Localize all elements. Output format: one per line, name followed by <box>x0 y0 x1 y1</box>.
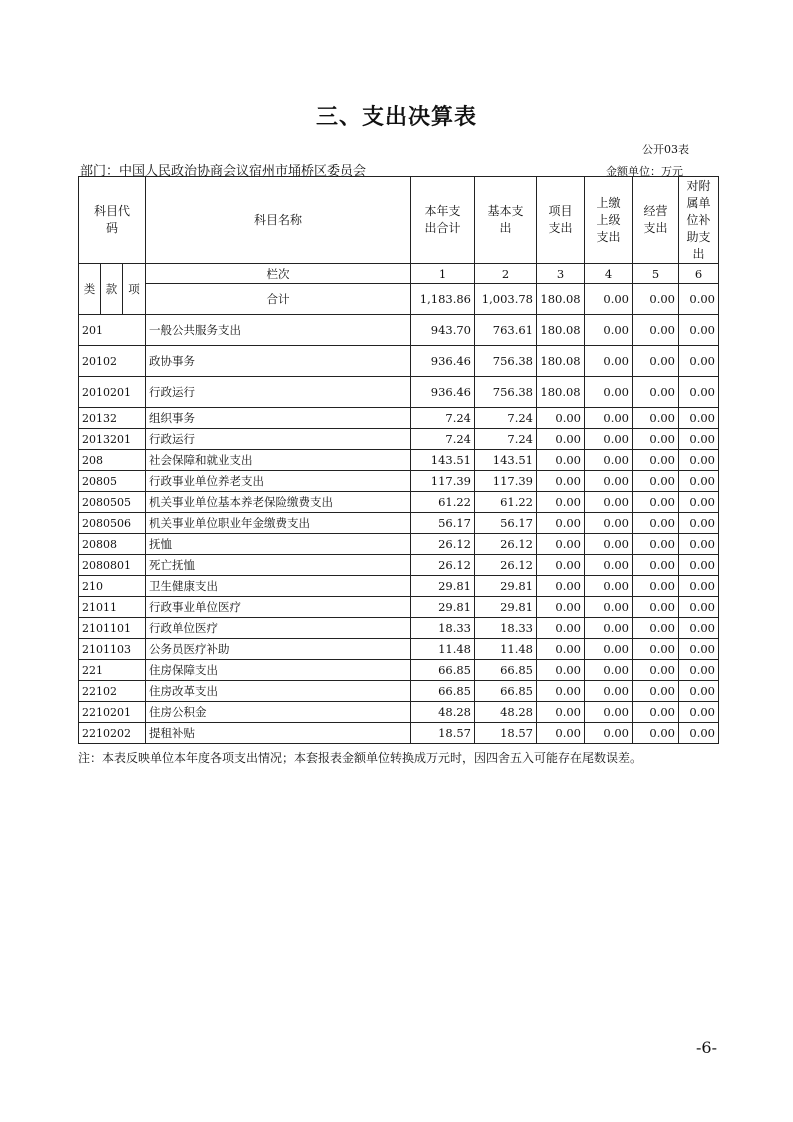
table-row <box>79 408 719 429</box>
row-name: 行政单位医疗 <box>146 618 411 639</box>
column-number-row <box>79 264 719 284</box>
row-code: 20132 <box>79 408 146 429</box>
header-col3: 项目支出 <box>537 177 585 264</box>
row-col6: 0.00 <box>679 681 719 702</box>
row-code: 2101103 <box>79 639 146 660</box>
header-kuan: 款 <box>101 264 123 315</box>
row-col4: 0.00 <box>585 576 633 597</box>
row-col5: 0.00 <box>633 492 679 513</box>
row-col4: 0.00 <box>585 471 633 492</box>
row-col2: 143.51 <box>475 450 537 471</box>
expenditure-table <box>78 176 719 744</box>
table-row <box>79 429 719 450</box>
row-col1: 26.12 <box>411 534 475 555</box>
col-number-6: 6 <box>679 264 719 284</box>
row-col1: 117.39 <box>411 471 475 492</box>
row-col2: 763.61 <box>475 315 537 346</box>
total-row <box>79 284 719 315</box>
row-col3: 0.00 <box>537 534 585 555</box>
row-col4: 0.00 <box>585 597 633 618</box>
col-number-1: 1 <box>411 264 475 284</box>
row-col4: 0.00 <box>585 702 633 723</box>
table-row <box>79 681 719 702</box>
row-code: 20808 <box>79 534 146 555</box>
row-name: 政协事务 <box>146 346 411 377</box>
row-col3: 0.00 <box>537 471 585 492</box>
table-row <box>79 723 719 744</box>
row-name: 抚恤 <box>146 534 411 555</box>
row-col6: 0.00 <box>679 513 719 534</box>
row-col1: 26.12 <box>411 555 475 576</box>
row-col6: 0.00 <box>679 429 719 450</box>
row-col5: 0.00 <box>633 450 679 471</box>
row-col4: 0.00 <box>585 377 633 408</box>
row-col3: 180.08 <box>537 346 585 377</box>
row-col1: 56.17 <box>411 513 475 534</box>
table-row <box>79 618 719 639</box>
row-code: 2101101 <box>79 618 146 639</box>
table-row <box>79 315 719 346</box>
row-col4: 0.00 <box>585 429 633 450</box>
row-name: 行政运行 <box>146 377 411 408</box>
row-col1: 66.85 <box>411 660 475 681</box>
row-col5: 0.00 <box>633 315 679 346</box>
row-col1: 18.33 <box>411 618 475 639</box>
header-col5: 经营支出 <box>633 177 679 264</box>
row-col5: 0.00 <box>633 576 679 597</box>
row-name: 机关事业单位职业年金缴费支出 <box>146 513 411 534</box>
row-code: 2210201 <box>79 702 146 723</box>
row-name: 住房改革支出 <box>146 681 411 702</box>
header-name: 科目名称 <box>146 177 411 264</box>
row-name: 组织事务 <box>146 408 411 429</box>
row-col2: 66.85 <box>475 660 537 681</box>
row-col5: 0.00 <box>633 555 679 576</box>
table-row <box>79 555 719 576</box>
row-code: 221 <box>79 660 146 681</box>
row-col6: 0.00 <box>679 492 719 513</box>
row-col3: 0.00 <box>537 639 585 660</box>
header-code: 科目代码 <box>79 177 146 264</box>
table-row <box>79 660 719 681</box>
col-number-5: 5 <box>633 264 679 284</box>
row-name: 机关事业单位基本养老保险缴费支出 <box>146 492 411 513</box>
row-col5: 0.00 <box>633 471 679 492</box>
row-col6: 0.00 <box>679 639 719 660</box>
row-col4: 0.00 <box>585 681 633 702</box>
row-col4: 0.00 <box>585 492 633 513</box>
header-row <box>79 177 719 264</box>
row-col2: 7.24 <box>475 429 537 450</box>
row-col5: 0.00 <box>633 513 679 534</box>
row-col1: 7.24 <box>411 429 475 450</box>
col-number-3: 3 <box>537 264 585 284</box>
row-col6: 0.00 <box>679 346 719 377</box>
row-col6: 0.00 <box>679 408 719 429</box>
row-col2: 18.33 <box>475 618 537 639</box>
row-col6: 0.00 <box>679 702 719 723</box>
form-number: 公开03表 <box>642 143 689 156</box>
row-col1: 11.48 <box>411 639 475 660</box>
total-col4: 0.00 <box>585 284 633 315</box>
row-code: 210 <box>79 576 146 597</box>
row-col1: 936.46 <box>411 377 475 408</box>
row-col3: 0.00 <box>537 429 585 450</box>
row-col2: 61.22 <box>475 492 537 513</box>
row-col3: 0.00 <box>537 555 585 576</box>
row-col4: 0.00 <box>585 555 633 576</box>
row-col2: 29.81 <box>475 597 537 618</box>
row-col3: 0.00 <box>537 723 585 744</box>
table-row <box>79 471 719 492</box>
total-col1: 1,183.86 <box>411 284 475 315</box>
total-col5: 0.00 <box>633 284 679 315</box>
table-row <box>79 534 719 555</box>
row-col3: 0.00 <box>537 408 585 429</box>
row-col5: 0.00 <box>633 639 679 660</box>
row-col3: 0.00 <box>537 576 585 597</box>
row-col5: 0.00 <box>633 597 679 618</box>
row-name: 社会保障和就业支出 <box>146 450 411 471</box>
row-code: 201 <box>79 315 146 346</box>
row-code: 20102 <box>79 346 146 377</box>
amount-unit-label: 金额单位：万元 <box>606 165 683 178</box>
row-col2: 11.48 <box>475 639 537 660</box>
row-col2: 756.38 <box>475 346 537 377</box>
row-col1: 29.81 <box>411 576 475 597</box>
row-code: 2080801 <box>79 555 146 576</box>
total-col3: 180.08 <box>537 284 585 315</box>
row-col4: 0.00 <box>585 723 633 744</box>
row-name: 卫生健康支出 <box>146 576 411 597</box>
row-col4: 0.00 <box>585 315 633 346</box>
col-number-2: 2 <box>475 264 537 284</box>
row-code: 208 <box>79 450 146 471</box>
table-note: 注：本表反映单位本年度各项支出情况；本套报表金额单位转换成万元时，因四舍五入可能存在尾数误差。 <box>78 751 643 765</box>
row-col1: 61.22 <box>411 492 475 513</box>
header-lanci: 栏次 <box>146 264 411 284</box>
header-col2: 基本支出 <box>475 177 537 264</box>
row-name: 行政事业单位养老支出 <box>146 471 411 492</box>
department-label: 部门：中国人民政治协商会议宿州市埇桥区委员会 <box>80 164 367 179</box>
row-col3: 0.00 <box>537 513 585 534</box>
table-row <box>79 597 719 618</box>
row-col4: 0.00 <box>585 618 633 639</box>
row-col2: 117.39 <box>475 471 537 492</box>
row-col4: 0.00 <box>585 513 633 534</box>
header-col4: 上缴上级支出 <box>585 177 633 264</box>
row-col1: 18.57 <box>411 723 475 744</box>
row-col6: 0.00 <box>679 597 719 618</box>
header-xiang: 项 <box>123 264 146 315</box>
header-col6: 对附属单位补助支出 <box>679 177 719 264</box>
row-name: 住房保障支出 <box>146 660 411 681</box>
row-col6: 0.00 <box>679 450 719 471</box>
row-col4: 0.00 <box>585 408 633 429</box>
page-title: 三、支出决算表 <box>315 105 477 130</box>
row-code: 2210202 <box>79 723 146 744</box>
row-col5: 0.00 <box>633 377 679 408</box>
row-col2: 66.85 <box>475 681 537 702</box>
row-col6: 0.00 <box>679 377 719 408</box>
row-col3: 0.00 <box>537 660 585 681</box>
row-col1: 48.28 <box>411 702 475 723</box>
total-col2: 1,003.78 <box>475 284 537 315</box>
row-col3: 0.00 <box>537 681 585 702</box>
row-col5: 0.00 <box>633 408 679 429</box>
page-number: -6- <box>696 1038 717 1057</box>
table-row <box>79 639 719 660</box>
header-col1: 本年支出合计 <box>411 177 475 264</box>
table-row <box>79 346 719 377</box>
total-label: 合计 <box>146 284 411 315</box>
table-row <box>79 576 719 597</box>
row-col5: 0.00 <box>633 618 679 639</box>
row-name: 提租补贴 <box>146 723 411 744</box>
table-row <box>79 513 719 534</box>
row-col5: 0.00 <box>633 702 679 723</box>
row-col3: 180.08 <box>537 377 585 408</box>
row-code: 2010201 <box>79 377 146 408</box>
row-col5: 0.00 <box>633 429 679 450</box>
row-col6: 0.00 <box>679 555 719 576</box>
row-col6: 0.00 <box>679 723 719 744</box>
table-row <box>79 377 719 408</box>
row-col5: 0.00 <box>633 723 679 744</box>
row-code: 22102 <box>79 681 146 702</box>
row-name: 行政事业单位医疗 <box>146 597 411 618</box>
table-row <box>79 492 719 513</box>
row-name: 公务员医疗补助 <box>146 639 411 660</box>
row-code: 2080506 <box>79 513 146 534</box>
row-col6: 0.00 <box>679 660 719 681</box>
col-number-4: 4 <box>585 264 633 284</box>
row-col3: 0.00 <box>537 450 585 471</box>
row-col1: 143.51 <box>411 450 475 471</box>
row-col4: 0.00 <box>585 639 633 660</box>
row-code: 2080505 <box>79 492 146 513</box>
row-col2: 756.38 <box>475 377 537 408</box>
table-row <box>79 450 719 471</box>
row-col5: 0.00 <box>633 346 679 377</box>
row-col2: 26.12 <box>475 555 537 576</box>
row-col1: 7.24 <box>411 408 475 429</box>
row-code: 20805 <box>79 471 146 492</box>
row-col3: 0.00 <box>537 492 585 513</box>
row-col5: 0.00 <box>633 534 679 555</box>
row-col1: 29.81 <box>411 597 475 618</box>
row-col4: 0.00 <box>585 660 633 681</box>
row-col6: 0.00 <box>679 618 719 639</box>
header-lei: 类 <box>79 264 101 315</box>
row-col6: 0.00 <box>679 534 719 555</box>
total-col6: 0.00 <box>679 284 719 315</box>
row-col1: 66.85 <box>411 681 475 702</box>
row-col2: 56.17 <box>475 513 537 534</box>
row-col6: 0.00 <box>679 315 719 346</box>
row-col2: 7.24 <box>475 408 537 429</box>
row-code: 21011 <box>79 597 146 618</box>
row-col2: 29.81 <box>475 576 537 597</box>
row-col1: 943.70 <box>411 315 475 346</box>
row-col5: 0.00 <box>633 681 679 702</box>
row-col2: 48.28 <box>475 702 537 723</box>
row-col1: 936.46 <box>411 346 475 377</box>
row-name: 行政运行 <box>146 429 411 450</box>
row-name: 住房公积金 <box>146 702 411 723</box>
row-col6: 0.00 <box>679 471 719 492</box>
table-row <box>79 702 719 723</box>
row-col6: 0.00 <box>679 576 719 597</box>
row-col4: 0.00 <box>585 534 633 555</box>
row-col3: 0.00 <box>537 702 585 723</box>
row-col3: 180.08 <box>537 315 585 346</box>
row-name: 一般公共服务支出 <box>146 315 411 346</box>
row-code: 2013201 <box>79 429 146 450</box>
row-col4: 0.00 <box>585 346 633 377</box>
row-col4: 0.00 <box>585 450 633 471</box>
row-col3: 0.00 <box>537 618 585 639</box>
row-col2: 26.12 <box>475 534 537 555</box>
row-name: 死亡抚恤 <box>146 555 411 576</box>
row-col3: 0.00 <box>537 597 585 618</box>
row-col5: 0.00 <box>633 660 679 681</box>
row-col2: 18.57 <box>475 723 537 744</box>
